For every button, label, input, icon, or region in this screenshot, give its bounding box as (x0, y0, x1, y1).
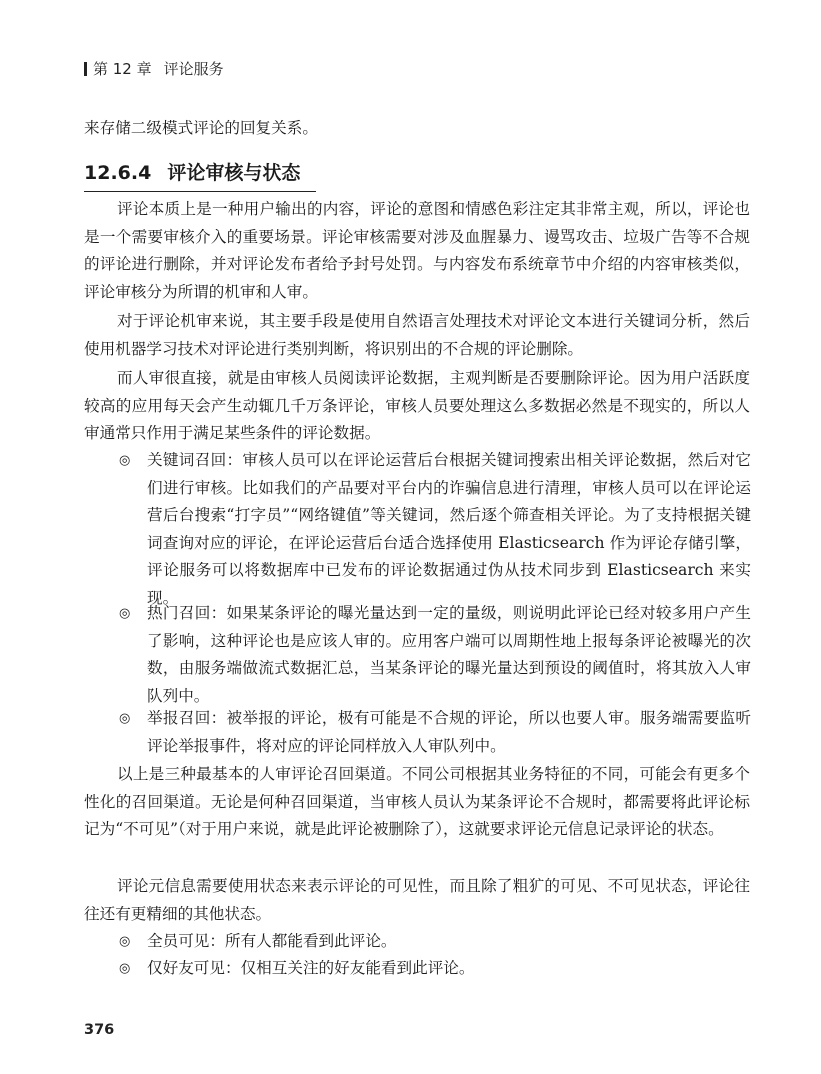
list-item-text: 全员可见：所有人都能看到此评论。 (147, 932, 397, 950)
list-item-hot-recall (119, 600, 751, 710)
section-heading (84, 158, 316, 192)
list-item-text: 仅好友可见：仅相互关注的好友能看到此评论。 (147, 959, 475, 977)
page-number: 376 (84, 1022, 115, 1038)
paragraph-recall-summary: 以上是三种最基本的人审评论召回渠道。不同公司根据其业务特征的不同，可能会有更多个性化的召回渠道。无论是何种召回渠道，当审核人员认为某条评论不合规时，都需要将此评论标记为“不可见”（对于用户来说，就是此评论被删除了），这就要求评论元信息记录评论的状态。 (84, 765, 750, 839)
paragraph-human-review: 而人审很直接，就是由审核人员阅读评论数据，主观判断是否要删除评论。因为用户活跃度较高的应用每天会产生动辄几千万条评论，审核人员要处理这么多数据必然是不现实的，所以人审通常只作用于满足某些条件的评论数据。 (84, 369, 750, 443)
list-item-keyword-recall (119, 447, 751, 613)
bullet-icon: ◎ (119, 711, 131, 726)
list-item-text: 热门召回：如果某条评论的曝光量达到一定的量级，则说明此评论已经对较多用户产生了影响，这种评论也是应该人审的。应用客户端可以周期性地上报每条评论被曝光的次数，由服务端做流式数据汇总，当某条评论的曝光量达到预设的阈值时，将其放入人审队列中。 (147, 604, 751, 705)
chapter-title: 评论服务 (163, 60, 224, 78)
bullet-icon: ◎ (119, 934, 131, 949)
running-header (84, 58, 224, 79)
continuation-line: 来存储二级模式评论的回复关系。 (84, 119, 318, 137)
chapter-number: 第 12 章 (93, 60, 152, 78)
bullet-icon: ◎ (119, 453, 131, 468)
section-title: 评论审核与状态 (167, 162, 301, 184)
list-item-report-recall (119, 705, 751, 760)
list-item-text: 举报召回：被举报的评论，极有可能是不合规的评论，所以也要人审。服务端需要监听评论举报事件，将对应的评论同样放入人审队列中。 (147, 709, 751, 755)
list-item-visible-all (119, 928, 751, 956)
list-item-visible-friends (119, 955, 751, 983)
paragraph-status-intro: 评论元信息需要使用状态来表示评论的可见性，而且除了粗犷的可见、不可见状态，评论往往还有更精细的其他状态。 (84, 877, 750, 923)
section-number: 12.6.4 (84, 162, 152, 184)
bullet-icon: ◎ (119, 606, 131, 621)
header-bar (84, 62, 87, 76)
list-item-text: 关键词召回：审核人员可以在评论运营后台根据关键词搜索出相关评论数据，然后对它们进行审核。比如我们的产品要对平台内的诈骗信息进行清理，审核人员可以在评论运营后台搜索“打字员”“网络键值”等关键词，然后逐个筛查相关评论。为了支持根据关键词查询对应的评论，在评论运营后台适合选择使用 Elasticsearch 作为评论存储引擎，评论服务可以将数据库中已发布的评论数据通过伪从技术同步到 Elasticsearch 来实现。 (147, 451, 751, 607)
bullet-icon: ◎ (119, 961, 131, 976)
paragraph-intro: 评论本质上是一种用户输出的内容，评论的意图和情感色彩注定其非常主观，所以，评论也是一个需要审核介入的重要场景。评论审核需要对涉及血腥暴力、谩骂攻击、垃圾广告等不合规的评论进行删除，并对评论发布者给予封号处罚。与内容发布系统章节中介绍的内容审核类似，评论审核分为所谓的机审和人审。 (84, 200, 750, 301)
paragraph-machine-review: 对于评论机审来说，其主要手段是使用自然语言处理技术对评论文本进行关键词分析，然后使用机器学习技术对评论进行类别判断，将识别出的不合规的评论删除。 (84, 312, 750, 358)
